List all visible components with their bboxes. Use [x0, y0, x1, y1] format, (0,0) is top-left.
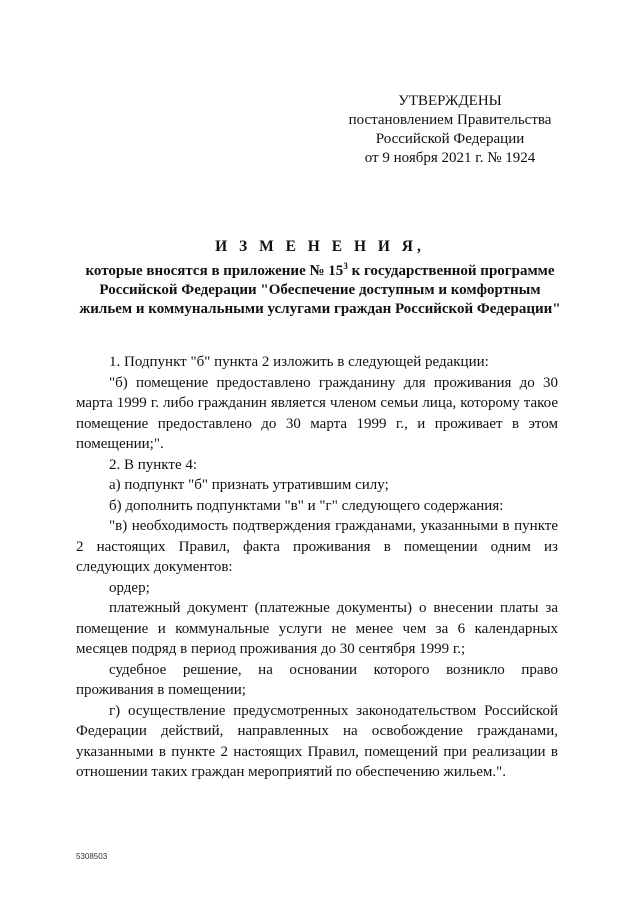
approval-block: [330, 92, 570, 168]
paragraph-3: 2. В пункте 4:: [109, 456, 198, 473]
document-body: [76, 352, 558, 783]
appendix-superscript: 3: [343, 261, 348, 271]
subtitle-line-1: [60, 262, 580, 281]
paragraph-2: "б) помещение предоставлено гражданину для проживания до 30 марта 1999 г. либо гражданин является членом семьи лица, которому такое помещение предоставлено до 30 марта 1999 г., и проживает в этом помещении;".: [76, 374, 558, 452]
approval-line-resolution: постановлением Правительства: [348, 112, 552, 128]
paragraph-7: ордер;: [109, 579, 150, 596]
paragraph-4: а) подпункт "б" признать утратившим силу;: [109, 477, 389, 493]
document-title: И З М Е Н Е Н И Я,: [215, 238, 425, 255]
subtitle-line-2: Российской Федерации "Обеспечение доступным и комфортным: [99, 282, 541, 298]
subtitle-line-1-pre: которые вносятся в приложение № 15: [85, 263, 344, 279]
paragraph-10: г) осуществление предусмотренных законодательством Российской Федерации действий, направленных на освобождение гражданами, указанными в пункте 2 настоящих Правил, помещений при реализации в отношении таких граждан мероприятий по обеспечению жильем.".: [76, 702, 558, 780]
paragraph-6: "в) необходимость подтверждения гражданами, указанными в пункте 2 настоящих Правил, факта проживания в помещении одним из следующих документов:: [76, 518, 558, 575]
paragraph-9: судебное решение, на основании которого возникло право проживания в помещении;: [76, 661, 558, 698]
approval-title: УТВЕРЖДЕНЫ: [398, 93, 502, 109]
document-subtitle: [60, 262, 580, 319]
subtitle-line-3: жильем и коммунальными услугами граждан Российской Федерации": [79, 301, 561, 317]
subtitle-line-1-post: к государственной программе: [347, 263, 555, 279]
paragraph-8: платежный документ (платежные документы) о внесении платы за помещение и коммунальные услуги не менее чем за 6 календарных месяцев подряд в период проживания до 30 сентября 1999 г.;: [76, 600, 558, 657]
approval-line-government: Российской Федерации: [375, 131, 525, 147]
approval-line-date-number: от 9 ноября 2021 г. № 1924: [364, 150, 536, 166]
paragraph-1: 1. Подпункт "б" пункта 2 изложить в следующей редакции:: [109, 354, 489, 370]
paragraph-5: б) дополнить подпунктами "в" и "г" следующего содержания:: [109, 497, 504, 514]
document-code: 5308503: [76, 852, 108, 861]
